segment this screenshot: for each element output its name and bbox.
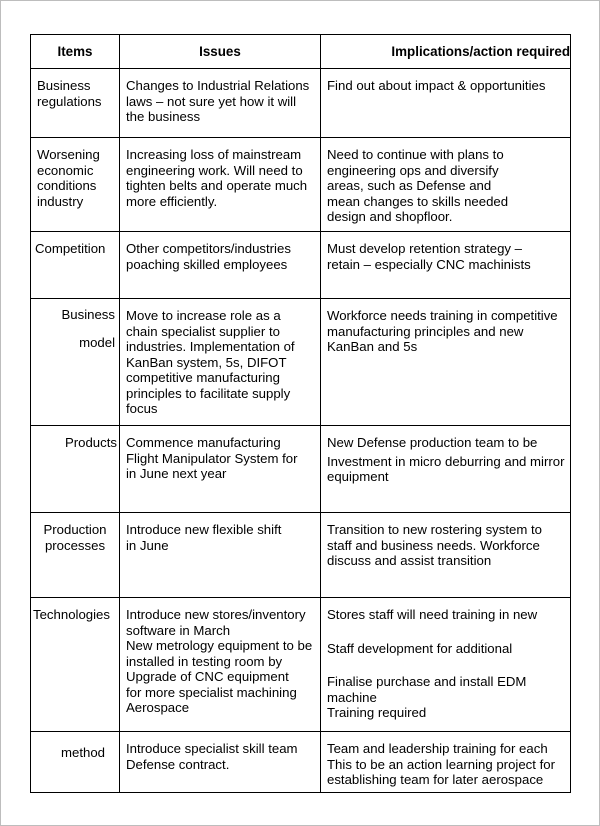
- issues-text: Increasing loss of mainstream engineering work. Will need to tighten belts and operate much more efficiently.: [126, 147, 308, 209]
- implications-text: Staff development for additional: [327, 640, 513, 656]
- item-label: Business regulations: [37, 78, 102, 109]
- implications-cell: [321, 598, 571, 732]
- issues-text: Move to increase role as a chain specialist supplier to industries. Implementation of KanBan system, 5s, DIFOT competitive manufacturing principles to facilitate supply focus: [126, 308, 295, 416]
- issues-table: [30, 34, 571, 793]
- implications-text: Investment in micro deburring and mirror equipment: [327, 453, 565, 484]
- item-label: Technologies: [33, 607, 110, 622]
- item-label: Competition: [35, 241, 106, 256]
- implications-text: Transition to new rostering system to staff and business needs. Workforce discuss and assist transition: [327, 522, 542, 568]
- issues-cell: [120, 299, 321, 426]
- issues-cell: [120, 513, 321, 598]
- implications-text: Find out about impact & opportunities: [327, 78, 546, 93]
- item-label: Business model: [61, 307, 115, 350]
- issues-text: Commence manufacturing Flight Manipulator System for in June next year: [126, 435, 298, 481]
- item-cell: [31, 138, 120, 232]
- table-row: [31, 232, 571, 299]
- header-issues: Issues: [120, 35, 321, 69]
- table-row: [31, 426, 571, 513]
- item-label: Worsening economic conditions industry: [37, 147, 100, 209]
- issues-cell: [120, 138, 321, 232]
- implications-text: New Defense production team to be: [327, 435, 538, 450]
- table-row: [31, 299, 571, 426]
- item-cell: [31, 598, 120, 732]
- implications-cell: [321, 138, 571, 232]
- implications-text: Need to continue with plans to engineering ops and diversify areas, such as Defense and mean changes to skills needed design and shopfloor.: [327, 147, 509, 224]
- implications-text: Finalise purchase and install EDM machine Training required: [327, 674, 527, 720]
- issues-cell: [120, 732, 321, 793]
- implications-cell: [321, 232, 571, 299]
- item-cell: [31, 513, 120, 598]
- table-row: [31, 513, 571, 598]
- issues-cell: [120, 598, 321, 732]
- item-cell: [31, 232, 120, 299]
- implications-cell: [321, 513, 571, 598]
- issues-text: Introduce new flexible shift in June: [126, 522, 282, 553]
- issues-text: Other competitors/industries poaching skilled employees: [126, 241, 291, 272]
- table-row: [31, 598, 571, 732]
- issues-text: Introduce specialist skill team Defense contract.: [126, 741, 298, 772]
- item-label: Production processes: [43, 522, 107, 553]
- table-row: [31, 69, 571, 138]
- implications-text: Stores staff will need training in new: [327, 607, 538, 622]
- implications-text: Team and leadership training for each This to be an action learning project for establishing team for later aerospace: [327, 741, 555, 787]
- table-row: [31, 138, 571, 232]
- issues-cell: [120, 426, 321, 513]
- issues-cell: [120, 232, 321, 299]
- table-row: [31, 732, 571, 793]
- item-cell: [31, 732, 120, 793]
- item-label: Products: [64, 435, 117, 450]
- header-items: Items: [31, 35, 120, 69]
- item-cell: [31, 69, 120, 138]
- header-implications: Implications/action required: [321, 35, 571, 69]
- item-cell: [31, 426, 120, 513]
- implications-text: Workforce needs training in competitive manufacturing principles and new KanBan and 5s: [327, 308, 558, 354]
- issues-text: Introduce new stores/inventory software in March New metrology equipment to be installed in testing room by Upgrade of CNC equipment for more specialist machining Aerospace: [126, 607, 313, 715]
- implications-cell: [321, 299, 571, 426]
- implications-cell: [321, 426, 571, 513]
- implications-text: Must develop retention strategy – retain – especially CNC machinists: [327, 241, 531, 272]
- item-label: method: [61, 745, 105, 760]
- issues-cell: [120, 69, 321, 138]
- table-header-row: [31, 35, 571, 69]
- issues-text: Changes to Industrial Relations laws – not sure yet how it will the business: [126, 78, 310, 124]
- item-cell: [31, 299, 120, 426]
- implications-cell: [321, 69, 571, 138]
- implications-cell: [321, 732, 571, 793]
